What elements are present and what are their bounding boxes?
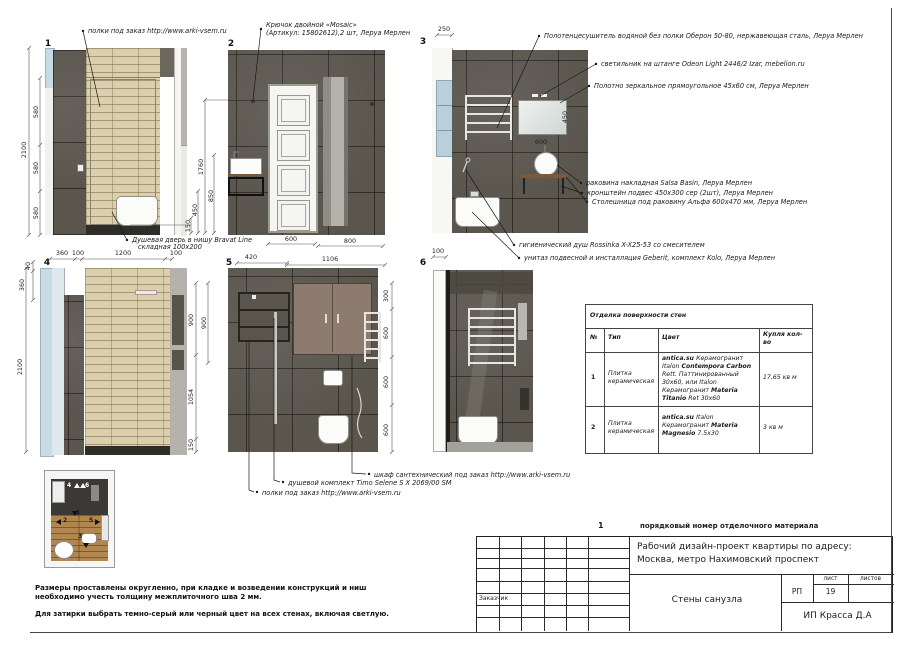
dim-label: 600 bbox=[534, 138, 548, 146]
company-name: ИП Красса Д.А bbox=[803, 611, 872, 621]
dim-label: 150 bbox=[187, 438, 195, 452]
col-header-type: Тип bbox=[608, 334, 621, 341]
gray-corner-tile bbox=[160, 48, 174, 77]
mirror bbox=[518, 100, 567, 135]
socket bbox=[252, 295, 256, 299]
legend-number: 1 bbox=[598, 521, 604, 530]
towel-rail bbox=[364, 312, 381, 362]
arrow-left-icon bbox=[56, 519, 61, 525]
flush-plate bbox=[323, 370, 343, 386]
table-title: Отделка поверхности стен bbox=[590, 312, 687, 319]
dim-label: 40 bbox=[24, 261, 32, 271]
cell-type: Плитка керамическая bbox=[608, 370, 655, 386]
cabinet-door-split bbox=[332, 284, 333, 352]
view-label-4: 4 bbox=[43, 258, 51, 268]
cell-qty: 17,65 кв м bbox=[763, 374, 797, 381]
dim-label: 420 bbox=[244, 253, 258, 261]
basin-shelf-box bbox=[228, 177, 264, 196]
dim-label: 900 bbox=[187, 313, 195, 327]
dim-label: 450 bbox=[191, 203, 199, 217]
plan-marker-2: 2 bbox=[63, 517, 68, 524]
sheet-number: 19 bbox=[825, 587, 836, 596]
stage-value: РП bbox=[791, 587, 803, 596]
dim-label: 2100 bbox=[16, 358, 24, 376]
folding-door-strip bbox=[181, 48, 187, 145]
dim-label: 100 bbox=[169, 249, 183, 257]
view-label-2: 2 bbox=[227, 39, 235, 49]
shelf-line bbox=[240, 326, 288, 328]
switch bbox=[77, 164, 84, 172]
dim-label: 600 bbox=[284, 235, 298, 243]
annotation-wc: унитаз подвесной и инсталляция Geberit, комплект Kolo, Леруа Мерлен bbox=[524, 254, 776, 262]
col-header-color: Цвет bbox=[662, 334, 680, 341]
plan-marker-1: 1 bbox=[76, 509, 81, 516]
vessel-sink bbox=[534, 152, 558, 176]
annotation-shelves-2: полки под заказ http://www.arki-vsem.ru bbox=[262, 489, 401, 497]
dark-tile-column bbox=[53, 50, 86, 235]
plan-marker-3: 3 bbox=[78, 533, 83, 540]
annotation-bracket: кронштейн подвес 450x300 сер (2шт), Леруа Мерлен bbox=[587, 189, 773, 197]
plan-marker-5: 5 bbox=[89, 517, 94, 524]
wall-strip bbox=[433, 270, 446, 452]
floor-plan-thumbnail bbox=[44, 470, 115, 568]
dark-object bbox=[520, 388, 529, 410]
side-dark-panel bbox=[172, 350, 184, 370]
sheet-label: лист bbox=[823, 576, 838, 582]
sheet-title: Стены санузла bbox=[671, 595, 743, 605]
towel-warmer bbox=[465, 95, 512, 140]
view-label-6: 6 bbox=[419, 258, 427, 268]
door bbox=[268, 84, 318, 233]
frame-bottom-line bbox=[30, 632, 892, 633]
table-row bbox=[586, 406, 812, 453]
annotation-cabinet: шкаф сантехнический под заказ http://www.arki-vsem.ru bbox=[374, 471, 571, 479]
elevation-view-6 bbox=[433, 270, 533, 452]
dark-tile-column bbox=[64, 295, 84, 455]
niche-panel-edge bbox=[344, 77, 348, 226]
cabinet-handle bbox=[337, 314, 339, 323]
dim-label: 580 bbox=[32, 105, 40, 119]
towel-warmer bbox=[468, 308, 516, 366]
toilet bbox=[116, 196, 158, 226]
plinth bbox=[86, 225, 160, 235]
plan-toilet bbox=[54, 541, 74, 559]
dim-label: 100 bbox=[71, 249, 85, 257]
cell-qty: 3 кв м bbox=[763, 424, 783, 431]
shower-rail bbox=[274, 312, 277, 424]
plan-marker-4: 4 bbox=[67, 482, 72, 489]
view-label-3: 3 bbox=[419, 37, 427, 47]
dim-label: 300 bbox=[382, 289, 390, 303]
dim-label: 600 bbox=[382, 375, 390, 389]
shelf-line bbox=[437, 130, 452, 131]
dim-label: 150 bbox=[184, 219, 192, 233]
door-panel bbox=[277, 130, 310, 161]
finishes-table bbox=[585, 304, 813, 454]
annotation-shelves-1: полки под заказ http://www.arki-vsem.ru bbox=[88, 27, 227, 35]
annotation-basin: раковина накладная Salsa Basin, Леруа Мерлен bbox=[586, 179, 753, 187]
plan-door-gap bbox=[91, 485, 99, 501]
sheets-label: листов bbox=[860, 576, 881, 582]
dim-label: 450 bbox=[561, 110, 569, 124]
wall-hung-toilet bbox=[455, 197, 500, 227]
dim-label: 360 bbox=[55, 249, 69, 257]
counter-leg bbox=[523, 178, 525, 194]
niche-panel-dark bbox=[323, 77, 331, 226]
elevation-view-5 bbox=[228, 268, 378, 452]
annotation-shower-kit: душевой комплект Timo Selene S X 2069/00 SM bbox=[288, 479, 452, 487]
plan-appliance bbox=[52, 481, 65, 503]
side-dark-panel bbox=[172, 295, 184, 345]
dim-label: 1760 bbox=[197, 158, 205, 176]
brick-wall bbox=[85, 268, 170, 446]
legend-text: порядковый номер отделочного материала bbox=[640, 522, 819, 530]
brick-band-line bbox=[86, 77, 160, 78]
view-label-5: 5 bbox=[225, 258, 233, 268]
annotation-hygienic-shower: гигиенический душ Rossinka X-X25-53 со смесителем bbox=[519, 241, 705, 249]
annotation-hook-line2: (Артикул: 15802612),2 шт, Леруа Мерлен bbox=[266, 29, 411, 37]
dim-label: 600 bbox=[382, 326, 390, 340]
table-header-row bbox=[586, 328, 812, 353]
dim-label: 580 bbox=[32, 161, 40, 175]
brick-shelf-mark bbox=[135, 290, 157, 295]
rail-light bbox=[532, 94, 538, 97]
glass-shelf-unit bbox=[436, 80, 453, 157]
arrow-down-icon bbox=[83, 543, 89, 548]
view-label-1: 1 bbox=[44, 39, 52, 49]
dim-label: 100 bbox=[431, 247, 445, 255]
table-row bbox=[586, 352, 812, 407]
sanitary-cabinet bbox=[293, 283, 372, 355]
dim-label: 1054 bbox=[187, 388, 195, 406]
plan-cabinet bbox=[101, 515, 109, 541]
arrow-right-icon bbox=[95, 519, 100, 525]
wall-hung-toilet bbox=[318, 415, 349, 444]
arrow-down-icon bbox=[72, 509, 81, 516]
niche-panel-light bbox=[331, 77, 344, 226]
table-title-row bbox=[586, 305, 812, 329]
shelf-line bbox=[437, 105, 452, 106]
toilet bbox=[458, 416, 498, 444]
plan-marker-6: 6 bbox=[85, 482, 90, 489]
elevation-view-4 bbox=[40, 268, 187, 455]
dim-label: 850 bbox=[207, 189, 215, 203]
customer-label: Заказчик bbox=[479, 595, 509, 602]
countertop bbox=[520, 174, 568, 178]
mirror-edge bbox=[518, 303, 527, 340]
col-header-num: № bbox=[590, 334, 598, 341]
cell-num: 1 bbox=[591, 374, 596, 381]
dim-label: 1106 bbox=[321, 255, 339, 263]
frame-right-line bbox=[891, 8, 892, 633]
dim-label: 600 bbox=[382, 423, 390, 437]
elevation-view-3 bbox=[432, 48, 588, 233]
counter-leg bbox=[562, 178, 564, 194]
floor-strip bbox=[447, 442, 533, 452]
project-title: Рабочий дизайн-проект квартиры по адресу: Москва, метро Нахимовский проспект bbox=[637, 542, 852, 566]
annotation-hook-line1: Крючок двойной «Mosaic» bbox=[266, 21, 357, 29]
annotation-towel-warmer: Полотенцесушитель водяной без полки Оберон 50-80, нержавеющая сталь, Леруа Мерлен bbox=[544, 32, 863, 40]
annotation-shower-door-line1: Душевая дверь в нишу Bravat Line bbox=[132, 236, 253, 244]
door-panel bbox=[277, 165, 310, 196]
shelf-niche bbox=[238, 292, 290, 342]
title-block bbox=[476, 536, 893, 633]
door-panel bbox=[277, 95, 310, 126]
arrow-up-icon bbox=[80, 483, 86, 488]
dim-label: 1200 bbox=[114, 249, 132, 257]
dim-label: 580 bbox=[32, 206, 40, 220]
cabinet-handle bbox=[325, 314, 327, 323]
plinth bbox=[85, 446, 170, 455]
note-2: Для затирки выбрать темно-серый или черный цвет на всех стенах, включая светлую. bbox=[35, 609, 389, 618]
annotation-light: светильник на штанге Odeon Light 2446/2 Izar, mebelion.ru bbox=[601, 60, 805, 68]
rail-light bbox=[541, 94, 547, 97]
elevation-view-1 bbox=[44, 48, 187, 235]
door-panel bbox=[277, 200, 310, 231]
basin-counter bbox=[228, 174, 262, 176]
annotation-mirror: Полотно зеркальное прямоугольное 45x60 см, Леруа Мерлен bbox=[594, 82, 809, 90]
note-1: Размеры проставлены округленно, при кладке и возведении конструкций и ниш необходимо учесть толщину межплиточного шва 2 мм. bbox=[35, 584, 367, 602]
cell-type: Плитка керамическая bbox=[608, 420, 655, 436]
col-header-qty: Купля кол-во bbox=[763, 331, 803, 347]
cell-color: antica.su Italon Керамогранит Materia Magnesio 7.5x30 bbox=[662, 414, 738, 438]
cell-color: antica.su Керамогранит Italon Contempora Carbon Rett. Паттинированный 30x60, или Italon Керамогранит Materia Titanio Ret 30x60 bbox=[662, 355, 752, 403]
cell-num: 2 bbox=[591, 424, 596, 431]
wall-edge bbox=[446, 270, 450, 452]
dim-label: 250 bbox=[437, 25, 451, 33]
shelf-line bbox=[240, 309, 288, 311]
dim-label: 800 bbox=[343, 237, 357, 245]
dim-label: 900 bbox=[200, 316, 208, 330]
notes-block bbox=[35, 584, 410, 618]
dim-label: 2100 bbox=[20, 141, 28, 159]
elevation-view-2 bbox=[228, 50, 385, 235]
annotation-counter: Столешница под раковину Альфа 600x470 мм, Леруа Мерлен bbox=[592, 198, 808, 206]
dim-label: 360 bbox=[18, 278, 26, 292]
annotation-shower-door-line2: складная 100x200 bbox=[138, 243, 202, 251]
